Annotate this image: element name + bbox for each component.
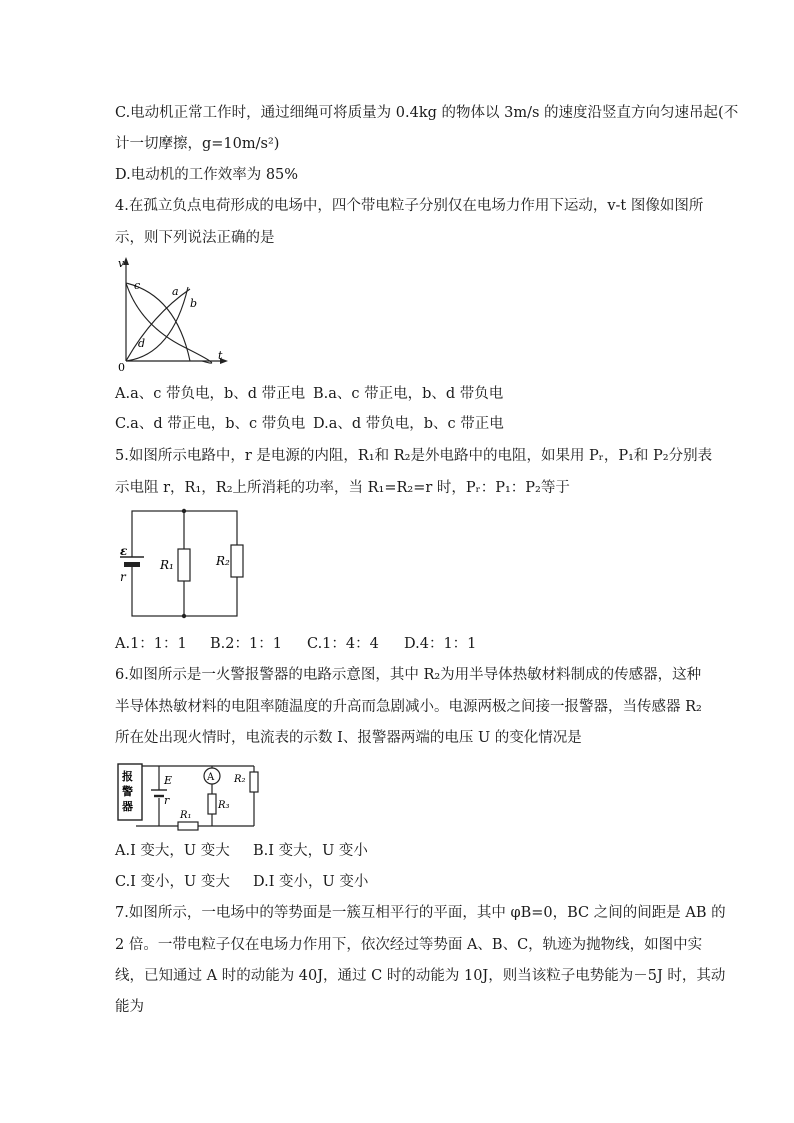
curve-b-label: b [190, 297, 198, 310]
q7-stem-line1: 7.如图所示，一电场中的等势面是一簇互相平行的平面，其中 φB=0，BC 之间的间距是 AB 的 [115, 905, 726, 921]
q4-option-c: C.a、d 带正电，b、c 带负电 [115, 416, 306, 432]
q5-stem-line1: 5.如图所示电路中，r 是电源的内阻，R₁和 R₂是外电路中的电阻，如果用 Pᵣ，P₁和 P₂分别表 [115, 448, 713, 464]
q6-option-b: B.I 变大，U 变小 [253, 843, 368, 859]
alarm-char-3: 器 [122, 800, 133, 813]
q5-option-b: B.2：1：1 [210, 636, 282, 652]
r1-label: R₁ [160, 558, 174, 572]
curve-d-label: d [138, 337, 146, 350]
q3-option-c-line2: 计一切摩擦，g=10m/s²) [115, 136, 280, 152]
q6-alarm-circuit-diagram [112, 760, 262, 835]
q6-r3-label: R₃ [218, 800, 230, 811]
q3-option-d: D.电动机的工作效率为 85% [115, 167, 299, 183]
q7-stem-line2: 2 倍。一带电粒子仅在电场力作用下，依次经过等势面 A、B、C，轨迹为抛物线，如图中实 [115, 937, 703, 953]
q6-stem-line1: 6.如图所示是一火警报警器的电路示意图，其中 R₂为用半导体热敏材料制成的传感器，这种 [115, 667, 702, 683]
q4-option-b: B.a、c 带正电，b、d 带负电 [313, 386, 504, 402]
q7-stem-line4: 能为 [115, 999, 144, 1015]
q5-option-c: C.1：4：4 [307, 636, 379, 652]
q6-r1-label: R₁ [180, 810, 192, 821]
alarm-char-2: 警 [122, 785, 133, 798]
q5-option-a: A.1：1：1 [115, 636, 187, 652]
curve-a-label: a [172, 285, 179, 298]
q5-stem-line2: 示电阻 r，R₁，R₂上所消耗的功率，当 R₁=R₂=r 时，Pᵣ：P₁：P₂等于 [115, 480, 570, 496]
q6-emf-label: E [164, 774, 173, 787]
q6-internal-r-label: r [164, 794, 170, 807]
q5-option-d: D.4：1：1 [404, 636, 477, 652]
r2-label: R₂ [216, 554, 230, 568]
q6-r2-label: R₂ [234, 774, 246, 785]
q4-option-d: D.a、d 带负电，b、c 带正电 [313, 416, 504, 432]
q3-option-c-line1: C.电动机正常工作时，通过细绳可将质量为 0.4kg 的物体以 3m/s 的速度沿竖直方向匀速吊起(不 [115, 105, 739, 121]
q6-stem-line3: 所在处出现火情时，电流表的示数 I、报警器两端的电压 U 的变化情况是 [115, 730, 582, 746]
axis-v-label: v [118, 257, 125, 270]
q4-option-a: A.a、c 带负电，b、d 带正电 [115, 386, 306, 402]
q5-circuit-diagram [112, 505, 247, 623]
emf-label: ε [120, 544, 128, 558]
q4-stem-line1: 4.在孤立负点电荷形成的电场中，四个带电粒子分别仅在电场力作用下运动，v-t 图像如图所 [115, 198, 704, 214]
curve-c-label: c [134, 279, 141, 292]
q6-option-a: A.I 变大，U 变大 [115, 843, 230, 859]
q6-option-c: C.I 变小，U 变大 [115, 874, 230, 890]
q6-option-d: D.I 变小，U 变小 [253, 874, 369, 890]
axis-t-label: t [218, 349, 223, 362]
alarm-char-1: 报 [122, 770, 133, 783]
q6-stem-line2: 半导体热敏材料的电阻率随温度的升高而急剧减小。电源两极之间接一报警器，当传感器 R₂ [115, 699, 702, 715]
q4-stem-line2: 示，则下列说法正确的是 [115, 230, 275, 246]
ammeter-label: A [207, 772, 215, 783]
internal-r-label: r [120, 570, 126, 584]
q4-vt-graph [112, 255, 237, 375]
origin-label: 0 [118, 361, 125, 374]
q7-stem-line3: 线，已知通过 A 时的动能为 40J，通过 C 时的动能为 10J，则当该粒子电势能为－5J 时，其动 [115, 968, 726, 984]
